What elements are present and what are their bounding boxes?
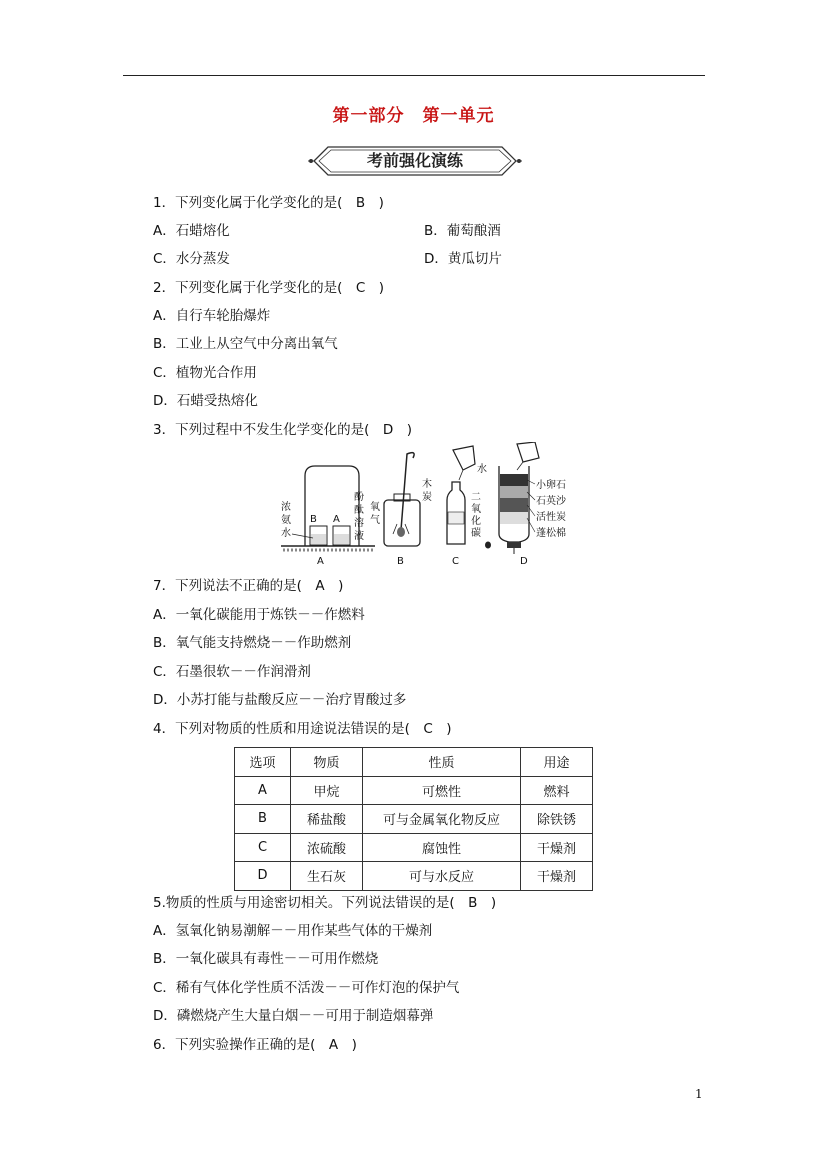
header-rule	[123, 75, 705, 76]
q1-option-a: A．石蜡熔化	[153, 223, 230, 239]
table-row	[235, 833, 593, 862]
figure-beaker-label-2: A	[333, 514, 340, 525]
table-cell: 可与金属氧化物反应	[363, 805, 521, 834]
table-cell: D	[235, 862, 291, 891]
figure-a-side-label-1: 浓	[281, 502, 291, 513]
table-cell: 稀盐酸	[291, 805, 363, 834]
figure-panel-label-d: D	[520, 556, 528, 567]
section-banner	[308, 143, 522, 183]
table-cell: 除铁锈	[521, 805, 593, 834]
q3-figure	[277, 442, 587, 574]
q5-option-b: B．一氧化碳具有毒性－－可用作燃烧	[153, 951, 379, 967]
q2-stem: 2．下列变化属于化学变化的是( C )	[153, 280, 385, 296]
table-row	[235, 776, 593, 805]
figure-a-right-4: 液	[354, 531, 364, 542]
banner-title: 考前强化演练	[366, 151, 463, 170]
table-header: 用途	[521, 748, 593, 777]
figure-c-top: 水	[477, 464, 487, 475]
table-cell: 浓硫酸	[291, 833, 363, 862]
figure-b-right-1: 木	[422, 479, 432, 490]
figure-d-label-3: 活性炭	[536, 512, 566, 523]
q2-option-d: D．石蜡受热熔化	[153, 393, 258, 409]
figure-panel-a	[281, 466, 375, 567]
figure-d-label-2: 石英沙	[536, 496, 566, 507]
figure-b-left-1: 氧	[370, 502, 380, 513]
q1-option-b: B．葡萄酿酒	[424, 223, 501, 239]
figure-c-right-1: 二	[471, 492, 481, 503]
table-header: 选项	[235, 748, 291, 777]
figure-c-right-2: 氧	[471, 504, 481, 515]
table-header-row	[235, 748, 593, 777]
q4-stem: 4．下列对物质的性质和用途说法错误的是( C )	[153, 721, 452, 737]
figure-a-right-1: 酚	[354, 492, 364, 503]
q2-option-b: B．工业上从空气中分离出氧气	[153, 336, 338, 352]
figure-panel-b	[370, 453, 432, 567]
figure-panel-c	[447, 446, 491, 567]
figure-panel-label-c: C	[452, 556, 459, 567]
table-cell: C	[235, 833, 291, 862]
q5-option-a: A．氢氧化钠易潮解－－用作某些气体的干燥剂	[153, 923, 433, 939]
figure-beaker-label-1: B	[310, 514, 317, 525]
table-cell: B	[235, 805, 291, 834]
q2-option-a: A．自行车轮胎爆炸	[153, 308, 271, 324]
properties-table	[234, 747, 593, 891]
table-row	[235, 862, 593, 891]
figure-b-left-2: 气	[370, 515, 380, 526]
q1-option-d: D．黄瓜切片	[424, 251, 502, 267]
figure-panel-d	[499, 442, 567, 567]
figure-a-side-label-2: 氨	[281, 515, 291, 526]
table-cell: A	[235, 776, 291, 805]
figure-d-label-4: 蓬松棉	[536, 528, 566, 539]
q7-option-d: D．小苏打能与盐酸反应－－治疗胃酸过多	[153, 692, 407, 708]
q7-option-c: C．石墨很软－－作润滑剂	[153, 664, 311, 680]
table-cell: 可与水反应	[363, 862, 521, 891]
q7-option-b: B．氧气能支持燃烧－－作助燃剂	[153, 635, 352, 651]
figure-d-label-1: 小卵石	[536, 480, 566, 491]
q6-stem: 6．下列实验操作正确的是( A )	[153, 1037, 357, 1053]
q7-option-a: A．一氧化碳能用于炼铁－－作燃料	[153, 607, 365, 623]
figure-a-right-3: 溶	[354, 518, 364, 529]
q5-option-c: C．稀有气体化学性质不活泼－－可作灯泡的保护气	[153, 980, 460, 996]
q1-stem: 1．下列变化属于化学变化的是( B )	[153, 195, 384, 211]
table-cell: 干燥剂	[521, 862, 593, 891]
figure-panel-label-b: B	[397, 556, 404, 567]
table-cell: 甲烷	[291, 776, 363, 805]
table-header: 物质	[291, 748, 363, 777]
table-row	[235, 805, 593, 834]
table-cell: 可燃性	[363, 776, 521, 805]
table-cell: 腐蚀性	[363, 833, 521, 862]
q2-option-c: C．植物光合作用	[153, 365, 257, 381]
figure-a-right-2: 酞	[354, 505, 364, 516]
table-cell: 燃料	[521, 776, 593, 805]
page-number: 1	[695, 1087, 703, 1101]
figure-c-right-4: 碳	[471, 528, 481, 539]
q7-stem: 7．下列说法不正确的是( A )	[153, 578, 344, 594]
page-title: 第一部分 第一单元	[332, 106, 495, 126]
q3-stem: 3．下列过程中不发生化学变化的是( D )	[153, 422, 413, 438]
table-cell: 干燥剂	[521, 833, 593, 862]
figure-c-right-3: 化	[471, 516, 481, 527]
figure-a-side-label-3: 水	[281, 528, 291, 539]
figure-b-right-2: 炭	[422, 492, 432, 503]
table-header: 性质	[363, 748, 521, 777]
q5-option-d: D．磷燃烧产生大量白烟－－可用于制造烟幕弹	[153, 1008, 434, 1024]
figure-panel-label-a: A	[317, 556, 324, 567]
q1-option-c: C．水分蒸发	[153, 251, 230, 267]
q5-stem: 5.物质的性质与用途密切相关。下列说法错误的是( B )	[153, 895, 497, 911]
table-cell: 生石灰	[291, 862, 363, 891]
